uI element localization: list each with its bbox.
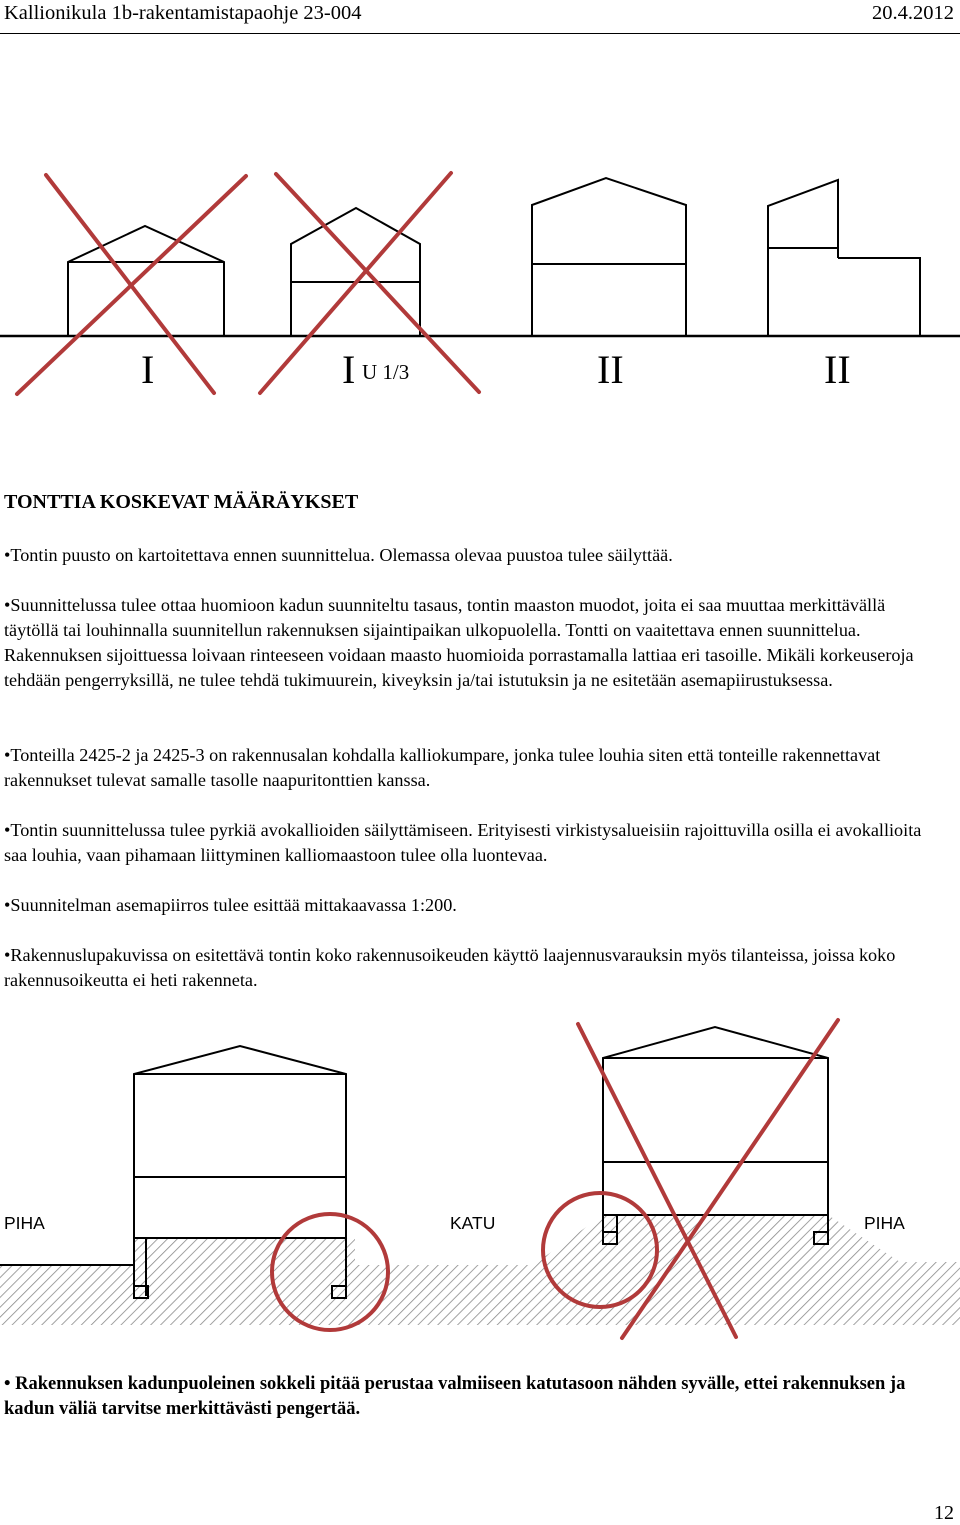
- document-date: 20.4.2012: [872, 2, 954, 24]
- label-katu: KATU: [450, 1213, 496, 1233]
- bullet-3: •Tonteilla 2425-2 ja 2425-3 on rakennusalan kohdalla kalliokumpare, jonka tulee louhia siten että tonteille rakennettavat rakennukset tulevat samalle tasolle naapuritonttien kanssa.: [4, 745, 881, 790]
- right-building: [603, 1027, 828, 1244]
- page-number: 12: [934, 1502, 954, 1524]
- label-II-b: II: [824, 347, 851, 392]
- building-one-storey-attic: [291, 208, 420, 336]
- foundation-note: • Rakennuksen kadunpuoleinen sokkeli pitää perustaa valmiiseen katutasoon nähden syvälle, ettei rakennuksen ja kadun väliä tarvitse merkittävästi pengertää.: [4, 1374, 906, 1419]
- cross-1b: [17, 176, 246, 394]
- page-header: [0, 0, 960, 34]
- crosses: [17, 173, 479, 394]
- bullet-5: •Suunnitelman asemapiirros tulee esittää mittakaavassa 1:200.: [4, 895, 457, 915]
- label-I: I: [141, 347, 155, 392]
- bullet-4: •Tontin suunnittelussa tulee pyrkiä avokallioiden säilyttämiseen. Erityisesti virkistysalueisiin rajoittuvilla osilla ei avokallioita saa louhia, vaan pihamaan liittyminen kalliomaastoon tulee olla luontevaa.: [4, 820, 922, 865]
- bullet-1: •Tontin puusto on kartoitettava ennen suunnittelua. Olemassa olevaa puustoa tulee säilyttää.: [4, 545, 673, 565]
- bullet-6: •Rakennuslupakuvissa on esitettävä tontin koko rakennusoikeuden käyttö laajennusvarauksin myös tilanteissa, joissa koko rakennusoikeutta ei heti rakenneta.: [4, 945, 896, 990]
- label-I-attic: I: [342, 347, 356, 392]
- cross-2b: [260, 173, 451, 393]
- label-piha-left: PIHA: [4, 1213, 45, 1233]
- document-title: Kallionikula 1b-rakentamistapaohje 23-004: [4, 2, 362, 24]
- building-one-storey: [68, 226, 224, 336]
- label-U-1-3: U 1/3: [362, 360, 410, 384]
- label-II-a: II: [597, 347, 624, 392]
- building-two-storey: [532, 178, 686, 336]
- section-heading: TONTTIA KOSKEVAT MÄÄRÄYKSET: [4, 491, 359, 513]
- street-section-figure: [0, 1010, 960, 1355]
- building-two-storey-monopitch: [768, 180, 920, 336]
- bullet-2: •Suunnittelussa tulee ottaa huomioon kadun suunniteltu tasaus, tontin maaston muodot, joita ei saa muuttaa merkittävällä täytöllä tai louhinnalla suunnitellun rakennuksen sijaintipaikan ulkopuolella. Tontti on vaaitettava ennen suunnittelua. Rakennuksen sijoittuessa loivaan rinteeseen voidaan maasto huomioida porrastamalla lattiaa eri tasoille. Mikäli korkeuseroja tehdään pengerryksillä, ne tulee tehdä tukimuurein, kiveyksin ja/tai istutuksin ja ne esitetään asemapiirustuksessa.: [4, 595, 914, 690]
- label-piha-right: PIHA: [864, 1213, 905, 1233]
- building-height-figure: [0, 160, 960, 400]
